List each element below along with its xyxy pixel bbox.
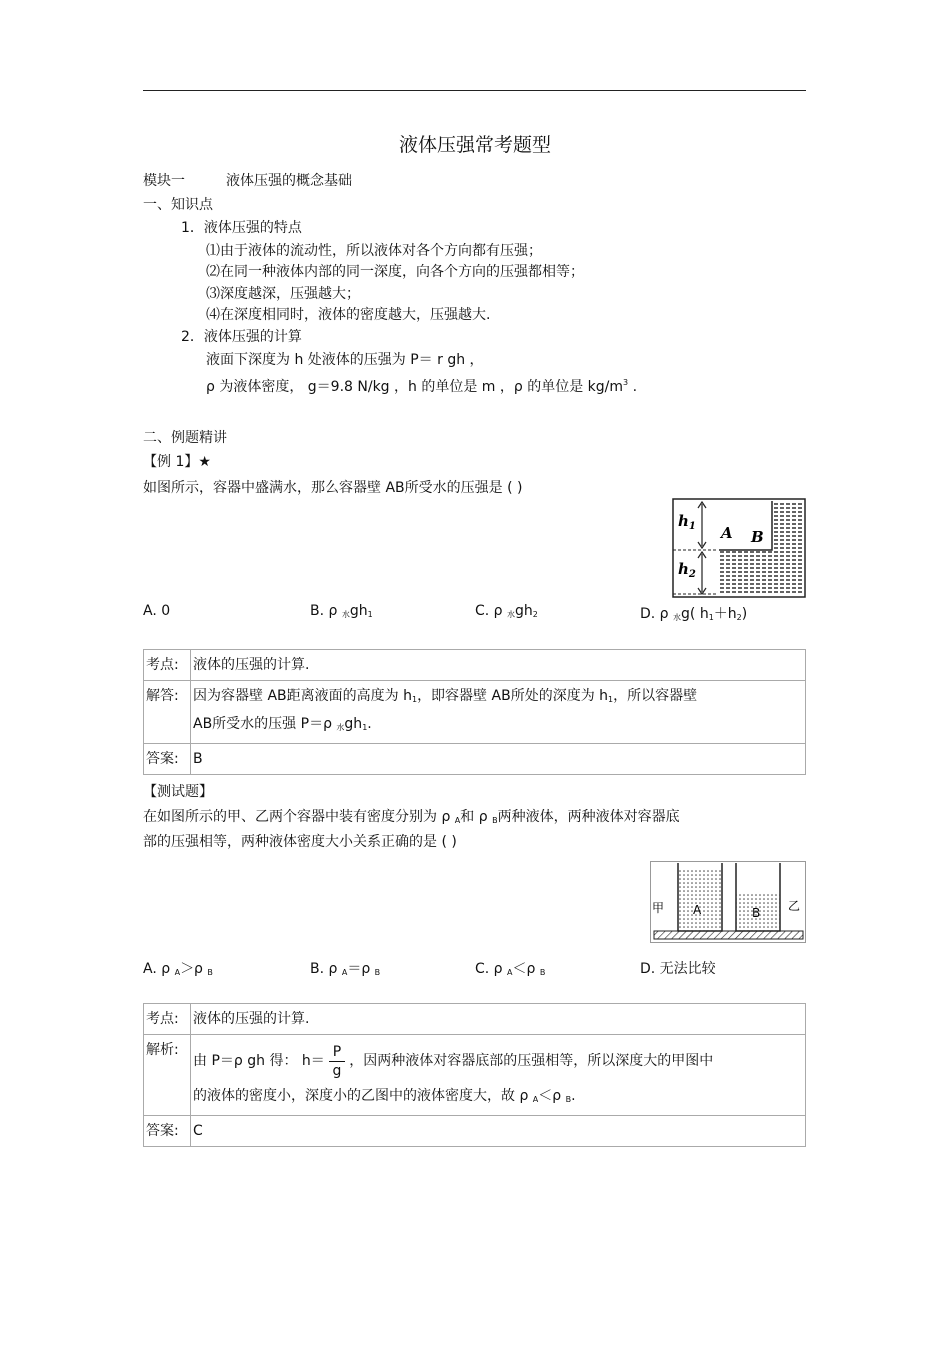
answer-label: 答案:: [144, 744, 191, 775]
ex1-answer-table: [143, 649, 806, 775]
module-name: 液体压强的概念基础: [226, 173, 352, 189]
label-B: B: [752, 906, 761, 920]
ex1-option-b: B. ρ $_水gh_1$: [310, 603, 373, 619]
test-line-2: 部的压强相等，两种液体密度大小关系正确的是 ( ): [143, 834, 457, 850]
example-label: 【例 1】★: [143, 454, 211, 470]
label-h2: $h_2$: [678, 560, 696, 580]
table-row: [144, 650, 806, 681]
point-2: ⑵在同一种液体内部的同一深度，向各个方向的压强都相等；: [206, 264, 584, 280]
point-1: ⑴由于液体的流动性，所以液体对各个方向都有压强；: [206, 243, 542, 259]
point-4: ⑷在深度相同时，液体的密度越大，压强越大.: [206, 307, 491, 323]
test-option-a: A. ρ $_A$＞ρ $_B$: [143, 961, 213, 977]
section2-heading: 二、例题精讲: [143, 430, 227, 446]
jiexi-value: 由 P＝ρ gh 得： h＝ $\frac{P}{g}$ ，因两种液体对容器底部的压强相等，所以深度大的甲图中 的液体的密度小，深度小的乙图中的液体密度大，故 ρ $_A$＜ρ $_B$.: [191, 1035, 806, 1116]
table-row: [144, 1035, 806, 1116]
label-h1: $h_1$: [678, 512, 696, 532]
jieda-label: 解答:: [144, 681, 191, 744]
label-A: A: [693, 903, 702, 917]
answer-label: 答案:: [144, 1116, 191, 1147]
calc-sup: 3: [623, 378, 629, 387]
test-answer-table: [143, 1003, 806, 1147]
label-A: A: [721, 524, 733, 542]
table-row: [144, 744, 806, 775]
fraction: [329, 1043, 345, 1080]
page-title: 液体压强常考题型: [398, 134, 551, 156]
section1-heading: 一、知识点: [143, 197, 213, 213]
jieda-value: 因为容器壁 AB距离液面的高度为 $h_1$，即容器壁 AB所处的深度为 $h_1$，所以容器壁 AB所受水的压强 P＝ρ $_水gh_1$.: [191, 681, 806, 744]
fraction-numerator: P: [329, 1043, 345, 1062]
answer-value: C: [191, 1116, 806, 1147]
example-question: 如图所示，容器中盛满水，那么容器壁 AB所受水的压强是 ( ): [143, 480, 523, 496]
label-yi: 乙: [788, 899, 801, 913]
test-option-d: D. 无法比较: [640, 961, 716, 977]
test-option-c: C. ρ $_A$＜ρ $_B$: [475, 961, 546, 977]
label-jia: 甲: [652, 901, 665, 915]
subheading-calc: 2．液体压强的计算: [181, 329, 302, 345]
label-B: B: [751, 528, 764, 546]
test-line-1: 在如图所示的甲、乙两个容器中装有密度分别为 ρ $_A$和 ρ $_B$两种液体，两种液体对容器底: [143, 809, 680, 825]
ex1-option-a: A. 0: [143, 603, 171, 619]
calc-line-2-text: ρ 为液体密度， g＝9.8 N/kg ，h 的单位是 m ，ρ 的单位是 kg/m: [206, 379, 624, 395]
calc-line-1: 液面下深度为 h 处液体的压强为 P＝ r gh ，: [206, 352, 484, 368]
kaodian-value: 液体的压强的计算.: [191, 1004, 806, 1035]
table-row: [144, 681, 806, 744]
answer-value: B: [191, 744, 806, 775]
subheading-features: 1．液体压强的特点: [181, 220, 302, 236]
jiexi-label: 解析:: [144, 1035, 191, 1116]
kaodian-value: 液体的压强的计算.: [191, 650, 806, 681]
top-rule: [143, 90, 806, 91]
example1-figure: [672, 498, 806, 598]
test-option-b: B. ρ $_A$＝ρ $_B$: [310, 961, 381, 977]
table-row: [144, 1004, 806, 1035]
test-figure: [650, 861, 806, 943]
test-label: 【测试题】: [143, 784, 213, 800]
module-label: 模块一: [143, 173, 185, 189]
kaodian-label: 考点:: [144, 1004, 191, 1035]
table-row: [144, 1116, 806, 1147]
ex1-option-d: D. ρ $_水$g( $h_1+h_2$): [640, 606, 748, 622]
calc-line-2: [206, 376, 637, 396]
point-3: ⑶深度越深，压强越大；: [206, 286, 360, 302]
fraction-denominator: g: [332, 1062, 342, 1079]
ex1-option-c: C. ρ $_水gh_2$: [475, 603, 538, 619]
calc-line-2-end: .: [628, 379, 638, 395]
kaodian-label: 考点:: [144, 650, 191, 681]
